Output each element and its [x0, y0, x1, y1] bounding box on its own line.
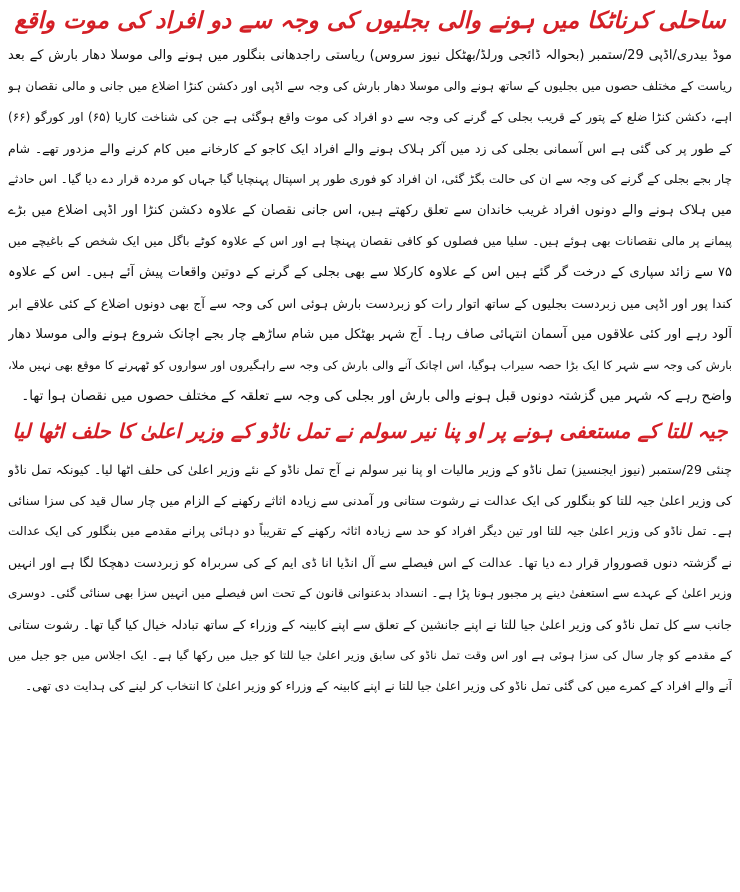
- article-line: پیمانے پر مالی نقصانات بھی ہوئے ہیں۔ سلیا میں فصلوں کو کافی نقصان پہنچا ہے اور اس کے علاوہ کوٹے باگل میں ایک شخص کے باغیچے میں: [8, 234, 732, 248]
- article-body: [8, 454, 732, 702]
- article-headline: جیہ للتا کے مستعفی ہونے پر او پنا نیر سولم نے تمل ناڈو کے وزیر اعلیٰ کا حلف اٹھا لیا: [12, 419, 728, 443]
- article-line: ہے۔ تمل ناڈو کی وزیر اعلیٰ جیہ للتا اور تین دیگر افراد کو حد سے زیادہ اثاثہ رکھنے کے تقریباً دو دہائی پرانے مقدمے میں بنگلور کی ایک عدالت: [8, 524, 732, 538]
- article-headline: ساحلی کرناٹکا میں ہونے والی بجلیوں کی وجہ سے دو افراد کی موت واقع: [14, 8, 726, 34]
- article-line: کے مقدمے کو چار سال کی سزا ہوئی ہے اور اس وقت تمل ناڈو کی سابق وزیر اعلیٰ جیا للتا کو جیل میں رکھا گیا ہے۔ ایک اجلاس میں جو جیل میں: [8, 648, 732, 662]
- article-line: کے طور پر کی گئی ہے اس آسمانی بجلی کی زد میں آکر ہلاک ہونے والے افراد ایک کاجو کے کارخانے میں کام کرنے والے مزدور تھے۔ شام: [8, 141, 732, 156]
- article-line: ریاست کے مختلف حصوں میں بجلیوں کے ساتھ ہونے والی موسلا دھار بارش کی وجہ سے اڈپی اور دکشن کنڑا اضلاع میں جانی و مالی نقصان ہو: [8, 79, 732, 93]
- article-karnataka-lightning: [8, 4, 732, 412]
- article-line: چنئی 29/ستمبر (نیوز ایجنسیز) تمل ناڈو کے وزیر مالیات او پنا نیر سولم نے آج تمل ناڈو کے نئے وزیر اعلیٰ کی حلف اٹھا لیا۔ کیونکہ تمل ناڈو: [8, 462, 732, 477]
- article-line: بارش کی وجہ سے شہر کا ایک بڑا حصہ سیراب ہوگیا، اس اچانک آنے والی بارش کی وجہ سے راہگیروں اور سواروں کو ٹھہرنے کا موقع بھی نہیں ملا،: [8, 358, 732, 372]
- article-line: اہے، دکشن کنڑا ضلع کے پتور کے قریب بجلی کے گرنے کی وجہ سے دو افراد کی موت واقع ہوگئی ہے جن کی شناخت کاریا (۶۵) اور کورگو (۶۶): [8, 110, 732, 124]
- article-line: جانب سے کل تمل ناڈو کی وزیر اعلیٰ جیا للتا نے اپنے جانشین کے تعلق سے اپنے کابینہ کے وزراء کے ساتھ تبادلہ خیال کیا گیا تھا۔ رشوت ستانی: [8, 617, 732, 632]
- article-line: وزیر اعلیٰ کے عہدے سے استعفیٰ دینے پر مجبور ہونا پڑا ہے۔ انسداد بدعنوانی قانون کے تحت اس فیصلے میں انہیں سزا بھی سنائی گئی۔ دوسری: [8, 586, 732, 600]
- article-line: واضح رہے کہ شہر میں گزشتہ دونوں قبل ہونے والی بارش اور بجلی کی وجہ سے تعلقہ کے مختلف حصوں میں نقصان ہوا تھا۔: [21, 388, 732, 404]
- article-line: ۷۵ سے زائد سپاری کے درخت گر گئے ہیں اس کے علاوہ کارکلا سے بھی بجلی کے گرنے کے دوتین واقعات پیش آئے ہیں۔ اس کے علاوہ: [8, 265, 732, 280]
- article-line: موڈ بیدری/اڈپی 29/ستمبر (بحوالہ ڈائجی ورلڈ/بھٹکل نیوز سروس) ریاستی راجدھانی بنگلور میں ہونے والی موسلا دھار بارش کے بعد: [8, 48, 732, 63]
- article-line: چار بجے بجلی کے گرنے کی وجہ سے ان کی حالت بگڑ گئی، ان افراد کو فوری طور پر اسپتال پہنچایا گیا جہاں کو مردہ قرار دے دیا گیا۔ اس حادثے: [8, 172, 732, 186]
- article-line: کندا پور اور اڈپی میں زبردست بجلیوں کے ساتھ اتوار رات کو زبردست بارش ہوئی اس کی وجہ سے آج بھی دونوں اضلاع کے کئی علاقے ابر: [8, 296, 732, 311]
- article-line: نے گزشتہ دنوں قصوروار قرار دے دیا تھا۔ عدالت کے اس فیصلے سے آل انڈیا انا ڈی ایم کے کی سربراہ کو زبردست دھچکا لگا ہے اور انہیں: [8, 555, 732, 570]
- article-line: کی وزیر اعلیٰ جیہ للتا کو بنگلور کی ایک عدالت نے رشوت ستانی ور آمدنی سے زیادہ اثاثے رکھنے کے الزام میں چار سال قید کی سزا سنائی: [8, 493, 732, 508]
- article-body: [8, 40, 732, 412]
- article-tamil-nadu-cm-oath: [8, 414, 732, 702]
- article-line: آنے والے افراد کے کمرے میں کی گئی تمل ناڈو کی وزیر اعلیٰ جیا للتا نے اپنے کابینہ کے وزراء کو وزیر اعلیٰ کا انتخاب کر لینے کی ہدایت دی تھی۔: [25, 679, 732, 693]
- article-line: میں ہلاک ہونے والے دونوں افراد غریب خاندان سے تعلق رکھتے ہیں، اس جانی نقصان کے علاوہ دکشن کنڑا اور اڈپی اضلاع میں بڑے: [8, 203, 732, 218]
- article-line: آلود رہے اور کئی علاقوں میں آسمان انتہائی صاف رہا۔ آج شہر بھٹکل میں شام ساڑھے چار بجے اچانک شروع ہونے والی موسلا دھار: [8, 327, 732, 342]
